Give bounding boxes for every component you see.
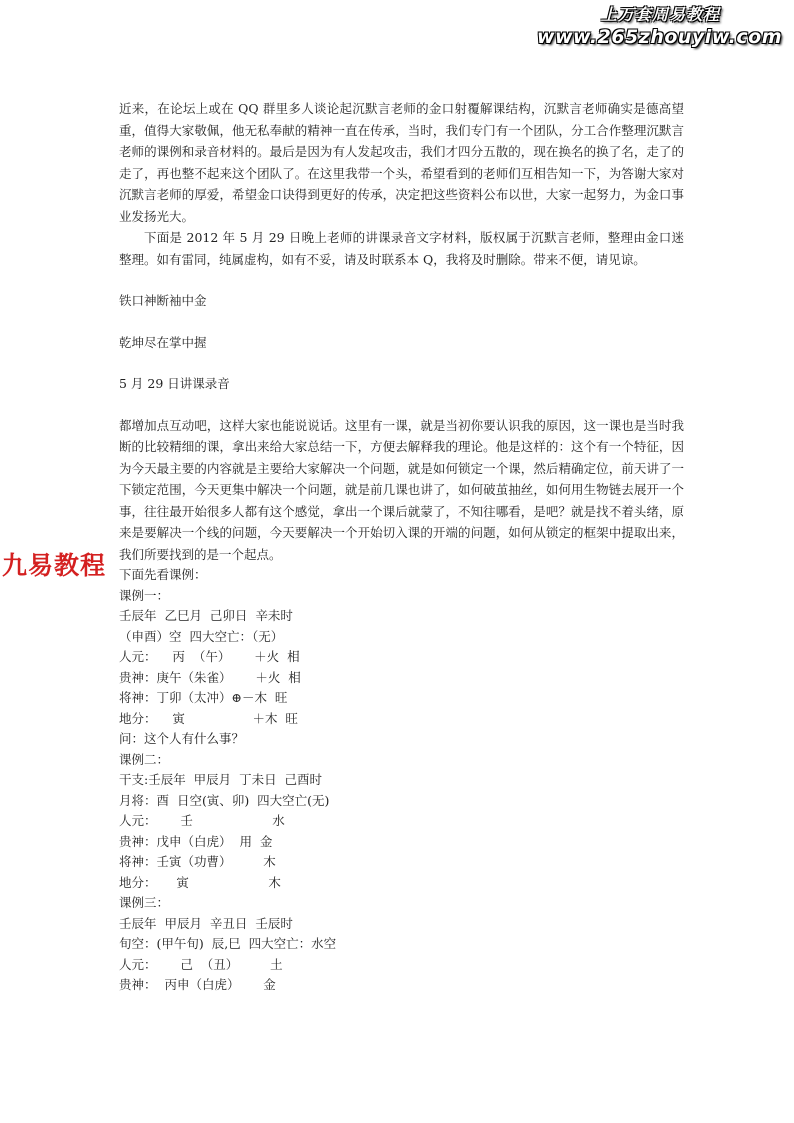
- case-lines: [119, 565, 684, 996]
- case-line: 壬辰年 乙巳月 己卯日 辛未时: [119, 608, 293, 623]
- intro-paragraph-1: 近来，在论坛上或在 QQ 群里多人谈论起沉默言老师的金口射覆解课结构，沉默言老师确实是德高望重，值得大家敬佩，他无私奉献的精神一直在传承，当时，我们专门有一个团队，分工合作整理沉默言老师的课例和录音材料的。最后是因为有人发起攻击，我们才四分五散的，现在换名的换了名，走了的走了，再也整不起来这个团队了。在这里我带一个头，希望看到的老师们互相告知一下，为答谢大家对沉默言老师的厚爱，希望金口诀得到更好的传承，决定把这些资料公布以世，大家一起努力，为金口事业发扬光大。: [119, 101, 684, 224]
- document-body: [119, 98, 684, 996]
- case-line: 课例二：: [119, 751, 170, 767]
- case-line: 地分： 寅 ＋木 旺: [119, 710, 298, 726]
- case-line: 地分： 寅 木: [119, 874, 281, 890]
- case-line: （申酉）空 四大空亡：（无）: [119, 628, 284, 644]
- case-line: 将神：壬寅（功曹） 木: [119, 854, 276, 869]
- case-line: 人元： 己 （丑） 土: [119, 956, 283, 972]
- case-line: 壬辰年 甲辰月 辛丑日 壬辰时: [119, 915, 293, 931]
- intro-paragraph-2: 下面是 2012 年 5 月 29 日晚上老师的讲课录音文字材料，版权属于沉默言老师，整理由金口迷整理。如有雷同，纯属虚构，如有不妥，请及时联系本 Q，我将及时删除。带来不便，请见谅。: [119, 230, 684, 267]
- watermark-url: www.265zhouyiw.com: [536, 26, 782, 48]
- case-line: 下面先看课例：: [119, 567, 207, 582]
- case-line: 旬空：(甲午旬) 辰,巳 四大空亡：水空: [119, 936, 337, 951]
- case-line: 课例一：: [119, 587, 170, 603]
- heading-line-2: 乾坤尽在掌中握: [119, 334, 207, 350]
- case-line: 月将：酉 日空(寅、卯) 四大空亡(无): [119, 792, 330, 808]
- case-line: 贵神：戊申（白虎） 用 金: [119, 833, 273, 849]
- case-line: 干支:壬辰年 甲辰月 丁未日 己酉时: [119, 772, 323, 787]
- heading-line-3: 5 月 29 日讲课录音: [119, 376, 230, 391]
- case-line: 将神：丁卯（太冲）⊕－木 旺: [119, 690, 288, 705]
- side-logo: 九易教程: [2, 551, 107, 580]
- watermark-title: 上万套周易教程: [600, 5, 720, 24]
- case-line: 贵神： 丙申（白虎） 金: [119, 977, 276, 992]
- case-line: 贵神：庚午（朱雀） ＋火 相: [119, 669, 301, 685]
- heading-line-1: 铁口神断袖中金: [119, 293, 207, 308]
- case-line: 问：这个人有什么事？: [119, 731, 245, 746]
- case-line: 人元： 丙 （午） ＋火 相: [119, 649, 300, 664]
- lecture-paragraph: 都增加点互动吧，这样大家也能说说话。这里有一课，就是当初你要认识我的原因，这一课也是当时我断的比较精细的课，拿出来给大家总结一下，方便去解释我的理论。他是这样的：这个有一个特征，因为今天最主要的内容就是主要给大家解决一个问题，就是如何锁定一个课，然后精确定位，前天讲了一下锁定范围，今天更集中解决一个问题，就是前几课也讲了，如何破茧抽丝，如何用生物链去展开一个事，往往最开始很多人都有这个感觉，拿出一个课后就蒙了，不知往哪看，是吧？就是找不着头绪，原来是要解决一个线的问题，今天要解决一个开始切入课的开端的问题，如何从锁定的框架中提取出来，我们所要找到的是一个起点。: [119, 417, 684, 562]
- case-line: 人元： 壬 水: [119, 813, 285, 828]
- case-line: 课例三：: [119, 895, 170, 910]
